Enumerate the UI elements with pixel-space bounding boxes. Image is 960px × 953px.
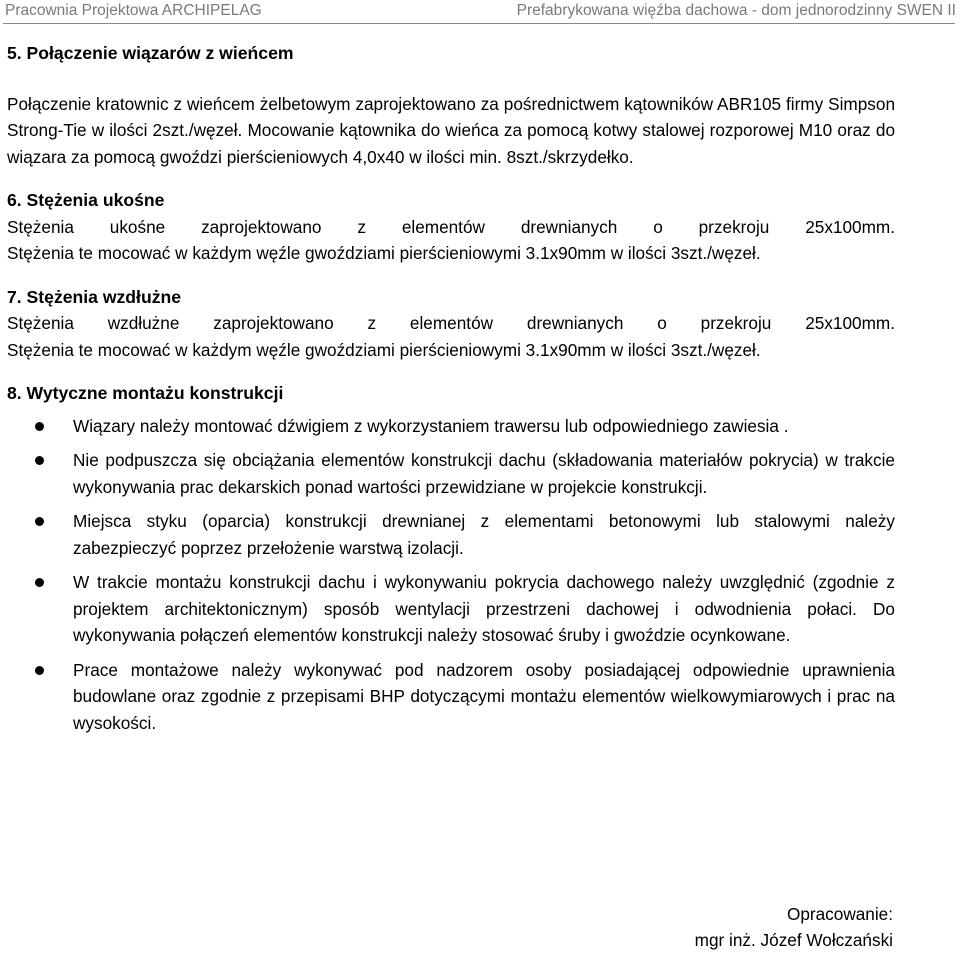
signature-name: mgr inż. Józef Wołczański [694, 930, 893, 950]
bullet-icon [35, 517, 44, 526]
montage-guidelines-list [7, 413, 895, 737]
section-6-heading: 6. Stężenia ukośne [7, 190, 165, 210]
bullet-icon [35, 422, 44, 431]
list-item: W trakcie montażu konstrukcji dachu i wykonywaniu pokrycia dachowego należy uwzględnić (zgodnie z projektem architektonicznym) sposób wentylacji przestrzeni dachowej i odwodnienia połaci. Do wykonywania połączeń elementów konstrukcji należy stosować śruby i gwoździe ocynkowane. [7, 569, 895, 649]
section-5-heading: 5. Połączenie wiązarów z wieńcem [7, 43, 294, 63]
list-item: Prace montażowe należy wykonywać pod nadzorem osoby posiadającej odpowiednie uprawnienia budowlane oraz zgodnie z przepisami BHP dotyczącymi montażu elementów wielkowymiarowych i prac na wysokości. [7, 657, 895, 737]
header-divider [3, 23, 955, 24]
list-item: Nie podpuszcza się obciążania elementów konstrukcji dachu (składowania materiałów pokrycia) w trakcie wykonywania prac dekarskich ponad wartości przewidziane w projekcie konstrukcji. [7, 447, 895, 500]
section-8-heading: 8. Wytyczne montażu konstrukcji [7, 383, 284, 403]
document-body [7, 40, 895, 744]
bullet-icon [35, 456, 44, 465]
section-5-paragraph: Połączenie kratownic z wieńcem żelbetowym zaprojektowano za pośrednictwem kątowników ABR105 firmy Simpson Strong-Tie w ilości 2szt./węzeł. Mocowanie kątownika do wieńca za pomocą kotwy stalowej rozporowej M10 oraz do wiązara za pomocą gwoździ pierścieniowych 4,0x40 w ilości min. 8szt./skrzydełko. [7, 93, 895, 167]
signature-label: Opracowanie: [786, 904, 893, 924]
section-6-line-2: Stężenia te mocować w każdym węźle gwoździami pierścieniowymi 3.1x90mm w ilości 3szt./węzeł. [7, 243, 761, 263]
bullet-icon [35, 578, 44, 587]
section-6-line-1: Stężenia ukośne zaprojektowano z elementów drewnianych o przekroju 25x100mm. [7, 216, 895, 237]
list-item: Miejsca styku (oparcia) konstrukcji drewnianej z elementami betonowymi lub stalowymi należy zabezpieczyć poprzez przełożenie warstwą izolacji. [7, 508, 895, 561]
header-project-title: Prefabrykowana więźba dachowa - dom jednorodzinny SWEN II [516, 2, 956, 19]
section-7-line-1: Stężenia wzdłużne zaprojektowano z elementów drewnianych o przekroju 25x100mm. [7, 313, 895, 333]
section-7-heading: 7. Stężenia wzdłużne [7, 286, 182, 307]
header-company: Pracownia Projektowa ARCHIPELAG [5, 2, 262, 19]
list-item: Wiązary należy montować dźwigiem z wykorzystaniem trawersu lub odpowiedniego zawiesia . [7, 413, 895, 440]
section-7-line-2: Stężenia te mocować w każdym węźle gwoździami pierścieniowymi 3.1x90mm w ilości 3szt./węzeł. [7, 339, 761, 360]
bullet-icon [35, 666, 44, 675]
page-header [0, 0, 960, 30]
